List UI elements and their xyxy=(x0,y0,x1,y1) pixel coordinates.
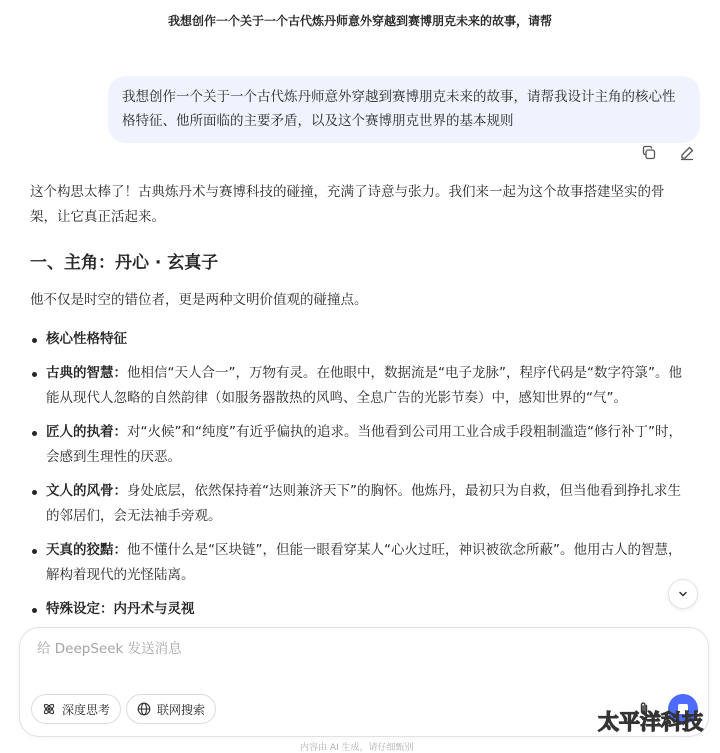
ai-disclaimer: 内容由 AI 生成，请仔细甄别 xyxy=(300,743,414,753)
trait-list xyxy=(30,327,690,622)
globe-icon xyxy=(137,702,151,716)
section-heading: 一、主角：丹心 · 玄真子 xyxy=(30,253,219,273)
copy-icon[interactable] xyxy=(640,144,658,162)
list-item-label: 特殊设定：内丹术与灵视 xyxy=(46,601,195,617)
conversation-title: 我想创作一个关于一个古代炼丹师意外穿越到赛博朋克未来的故事，请帮 xyxy=(167,13,552,28)
message-actions xyxy=(640,144,696,162)
assistant-answer xyxy=(30,180,690,625)
list-item xyxy=(30,420,690,470)
list-item xyxy=(30,361,690,411)
list-item xyxy=(30,327,690,352)
message-input[interactable] xyxy=(37,641,637,657)
edit-icon[interactable] xyxy=(678,144,696,162)
scroll-to-bottom-button[interactable] xyxy=(668,579,698,609)
list-item-text: 他不懂什么是“区块链”，但能一眼看穿某人“心火过旺，神识被欲念所蔽”。他用古人的智慧，解构着现代的光怪陆离。 xyxy=(46,542,682,583)
user-message-text: 我想创作一个关于一个古代炼丹师意外穿越到赛博朋克未来的故事，请帮我设计主角的核心性格特征、他所面临的主要矛盾，以及这个赛博朋克世界的基本规则 xyxy=(122,89,676,129)
user-message-bubble xyxy=(108,76,700,143)
list-item-label: 天真的狡黠： xyxy=(46,542,127,558)
deep-think-label: 深度思考 xyxy=(62,702,111,717)
top-bar xyxy=(0,0,720,40)
list-item xyxy=(30,538,690,588)
list-item-text: 身处底层，依然保持着“达则兼济天下”的胸怀。他炼丹，最初只为自救，但当他看到挣扎求生的邻居们，会无法袖手旁观。 xyxy=(46,483,681,524)
list-item xyxy=(30,479,690,529)
atom-icon xyxy=(42,702,56,716)
watermark: 太平洋科技 xyxy=(598,710,703,734)
list-item-label: 文人的风骨： xyxy=(46,483,127,499)
list-item-text: 对“火候”和“纯度”有近乎偏执的追求。当他看到公司用工业合成手段粗制滥造“修行补丁”时，会感到生理性的厌恶。 xyxy=(46,424,682,465)
chevron-down-icon xyxy=(677,588,689,600)
list-item-label: 核心性格特征 xyxy=(46,331,127,347)
answer-intro: 这个构思太棒了！古典炼丹术与赛博科技的碰撞，充满了诗意与张力。我们来一起为这个故事搭建坚实的骨架，让它真正活起来。 xyxy=(30,184,665,225)
section-lead: 他不仅是时空的错位者，更是两种文明价值观的碰撞点。 xyxy=(30,292,368,308)
list-item xyxy=(30,597,690,622)
list-item-label: 匠人的执着： xyxy=(46,424,127,440)
web-search-label: 联网搜索 xyxy=(157,702,206,717)
web-search-toggle[interactable] xyxy=(126,694,216,724)
deep-think-toggle[interactable] xyxy=(31,694,121,724)
list-item-label: 古典的智慧： xyxy=(46,365,127,381)
list-item-text: 他相信“天人合一”，万物有灵。在他眼中，数据流是“电子龙脉”，程序代码是“数字符箓”。他能从现代人忽略的自然韵律（如服务器散热的风鸣、全息广告的光影节奏）中，感知世界的“气”。 xyxy=(46,365,682,406)
